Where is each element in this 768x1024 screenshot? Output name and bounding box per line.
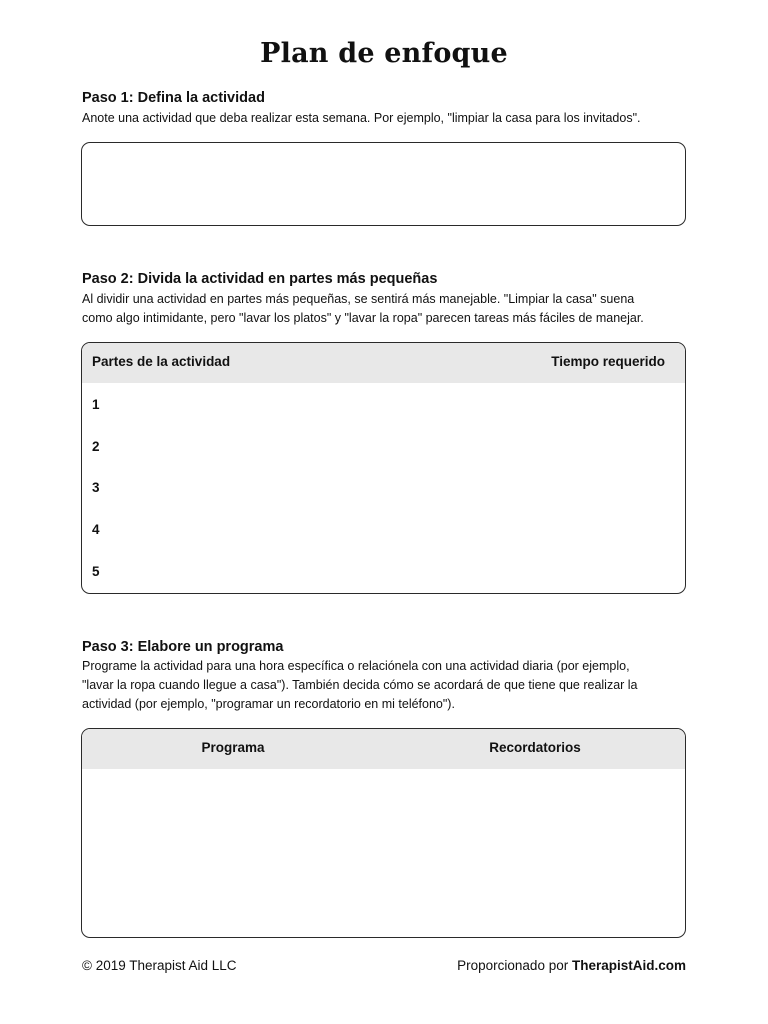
step2-heading: Paso 2: Divida la actividad en partes más pequeñas: [82, 271, 438, 287]
step2-instructions-line1: Al dividir una actividad en partes más pequeñas, se sentirá más manejable. "Limpiar la casa" suena: [82, 292, 635, 306]
activity-parts-table-header: [82, 343, 685, 383]
step2-instructions-line2: como algo intimidante, pero "lavar los platos" y "lavar la ropa" parecen tareas más fáciles de manejar.: [82, 311, 644, 325]
step2-instructions: [82, 290, 692, 328]
table-row-number: 3: [92, 480, 100, 495]
footer-provided-by: Proporcionado por: [457, 958, 572, 973]
table-row-number: 1: [92, 397, 100, 412]
step3-instructions-line1: Programe la actividad para una hora específica o relaciónela con una actividad diaria (por ejemplo,: [82, 659, 630, 673]
step1-instructions: Anote una actividad que deba realizar esta semana. Por ejemplo, "limpiar la casa para los invitados".: [82, 111, 641, 125]
step3-instructions: [82, 657, 692, 714]
col-header-schedule: Programa: [201, 740, 265, 755]
col-header-time: Tiempo requerido: [551, 354, 665, 369]
table-row-number: 5: [92, 564, 100, 579]
page-title: Plan de enfoque: [260, 38, 508, 69]
schedule-table: [81, 728, 686, 938]
step3-heading: Paso 3: Elabore un programa: [82, 639, 284, 655]
col-header-parts: Partes de la actividad: [92, 354, 231, 369]
footer-attribution: [457, 958, 686, 973]
footer-brand-link[interactable]: TherapistAid.com: [571, 958, 686, 973]
step1-heading: Paso 1: Defina la actividad: [82, 90, 265, 106]
activity-input-box[interactable]: [81, 142, 686, 226]
table-row-number: 4: [92, 522, 100, 537]
step3-instructions-line2: "lavar la ropa cuando llegue a casa"). También decida cómo se acordará de que tiene que realizar la: [82, 678, 638, 692]
footer-copyright: © 2019 Therapist Aid LLC: [82, 958, 237, 973]
activity-parts-table: [81, 342, 686, 594]
schedule-table-header: [82, 729, 685, 769]
step3-instructions-line3: actividad (por ejemplo, "programar un recordatorio en mi teléfono").: [82, 697, 455, 711]
table-row-number: 2: [92, 439, 100, 454]
col-header-reminders: Recordatorios: [489, 740, 581, 755]
